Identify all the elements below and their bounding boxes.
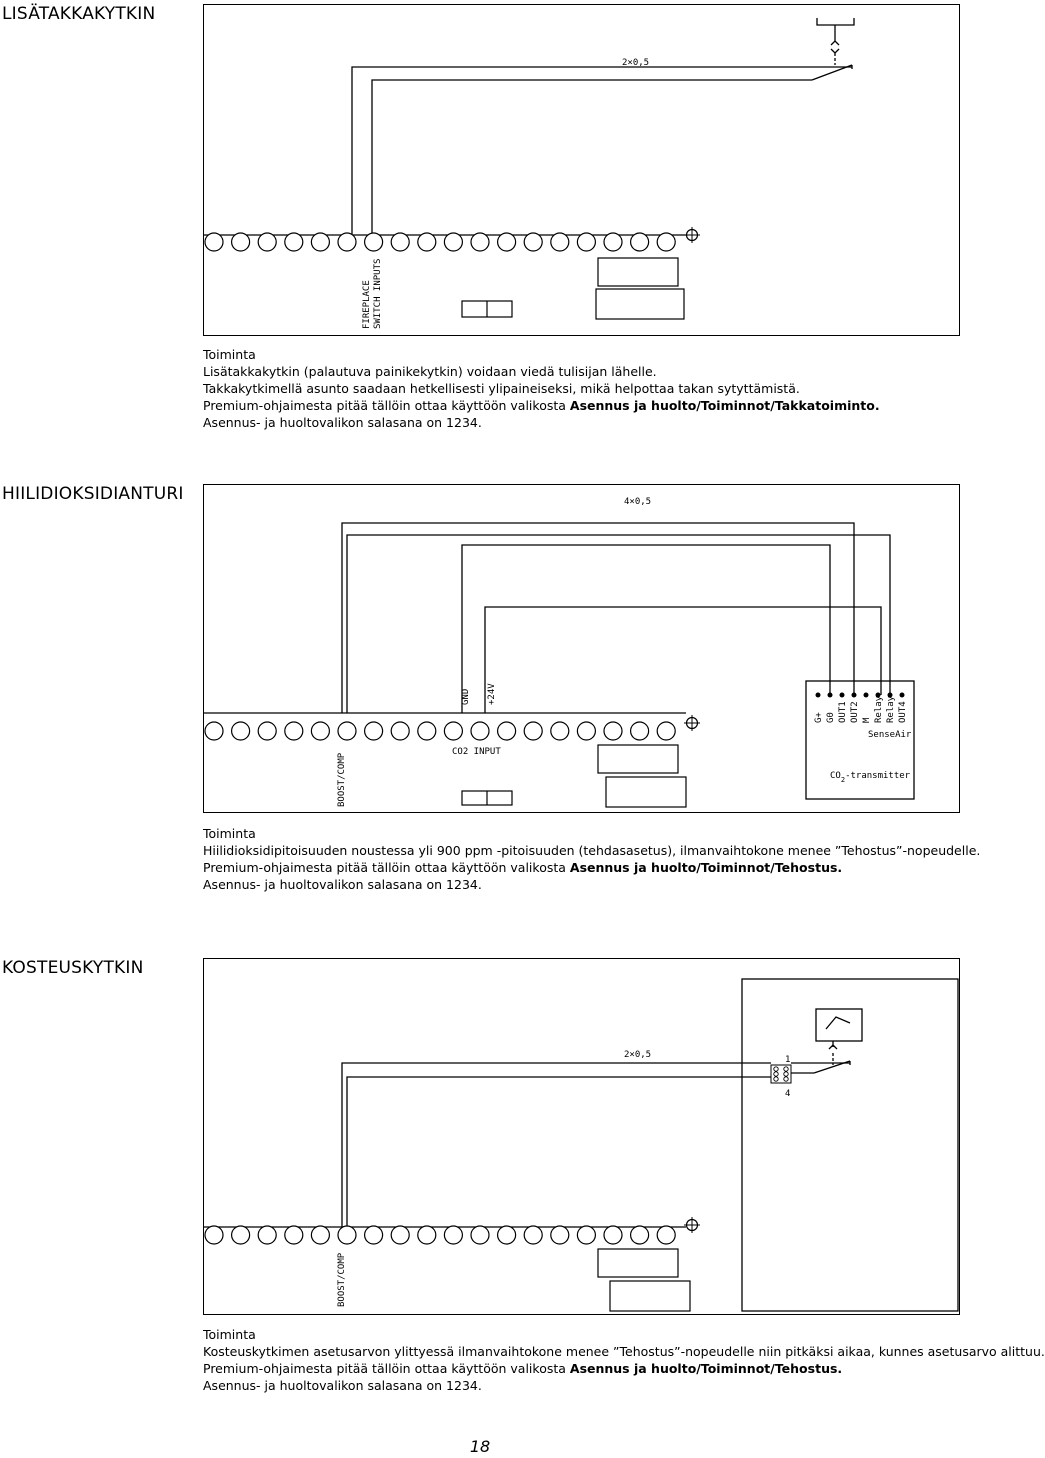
sensor-terminal-pin	[852, 693, 857, 698]
description-line: Asennus- ja huoltovalikon salasana on 1234.	[203, 1378, 482, 1393]
terminal-screw	[498, 1226, 516, 1244]
terminal-screw	[205, 1226, 223, 1244]
connector-pin	[774, 1067, 778, 1071]
sensor-terminal-label: OUT4	[898, 701, 908, 723]
boost-comp-label: BOOST/COMP	[337, 752, 347, 807]
connector-pin	[784, 1067, 788, 1071]
description-line: Asennus- ja huoltovalikon salasana on 1234.	[203, 415, 482, 430]
terminal-screw	[604, 233, 622, 251]
terminal-screw	[285, 722, 303, 740]
terminal-screw	[471, 722, 489, 740]
terminal-screw	[444, 722, 462, 740]
terminal-screw	[551, 722, 569, 740]
description-line: Lisätakkakytkin (palautuva painikekytkin) voidaan viedä tulisijan lähelle.	[203, 364, 657, 379]
sensor-terminal-pin	[900, 693, 905, 698]
terminal-screw	[604, 722, 622, 740]
description-heading: Toiminta	[203, 347, 256, 362]
terminal-screw	[391, 233, 409, 251]
terminal-screw	[365, 1226, 383, 1244]
description-heading: Toiminta	[203, 1327, 256, 1342]
description-line: Premium-ohjaimesta pitää tällöin ottaa käyttöön valikosta Asennus ja huolto/Toiminnot/Tehostus.	[203, 860, 843, 875]
description-line: Hiilidioksidipitoisuuden noustessa yli 900 ppm -pitoisuuden (tehdasasetus), ilmanvaihtokone menee ”Tehostus”-nopeudelle.	[203, 843, 981, 858]
section-title-co2-sensor: HIILIDIOKSIDIANTURI	[2, 484, 184, 504]
terminal-screw	[232, 1226, 250, 1244]
menu-path: Asennus ja huolto/Toiminnot/Tehostus.	[569, 1361, 843, 1376]
sensor-terminal-label: G0	[826, 712, 836, 723]
terminal-screw	[657, 1226, 675, 1244]
terminal-screw	[418, 233, 436, 251]
terminal-screw	[631, 233, 649, 251]
terminal-screw	[577, 1226, 595, 1244]
description-line: Asennus- ja huoltovalikon salasana on 1234.	[203, 877, 482, 892]
co2-input-label: CO2 INPUT	[452, 747, 501, 757]
sensor-terminal-pin	[828, 693, 833, 698]
terminal-screw	[311, 722, 329, 740]
description-line: Premium-ohjaimesta pitää tällöin ottaa käyttöön valikosta Asennus ja huolto/Toiminnot/Tehostus.	[203, 1361, 843, 1376]
terminal-screw	[391, 1226, 409, 1244]
terminal-screw	[524, 722, 542, 740]
humidity-switch-description	[203, 1326, 1045, 1394]
cable-spec-label: 2×0,5	[622, 58, 650, 68]
menu-path: Asennus ja huolto/Toiminnot/Tehostus.	[569, 860, 843, 875]
terminal-screw	[391, 722, 409, 740]
fireplace-switch-description	[203, 346, 960, 431]
page-number: 18	[469, 1437, 491, 1456]
description-line: Premium-ohjaimesta pitää tällöin ottaa käyttöön valikosta Asennus ja huolto/Toiminnot/Takkatoiminto.	[203, 398, 880, 413]
terminal-screw	[418, 722, 436, 740]
boost-comp-label: BOOST/COMP	[337, 1252, 347, 1307]
terminal-screw	[418, 1226, 436, 1244]
description-heading: Toiminta	[203, 826, 256, 841]
v24-label: +24V	[487, 683, 497, 705]
section-title-fireplace-switch: LISÄTAKKAKYTKIN	[2, 4, 156, 24]
gnd-label: GND	[461, 688, 471, 705]
section-title-humidity-switch: KOSTEUSKYTKIN	[2, 958, 144, 978]
terminal-screw	[285, 233, 303, 251]
sensor-terminal-label: OUT1	[838, 701, 848, 723]
sensor-terminal-label: G+	[814, 712, 824, 723]
transmitter-label: CO	[830, 771, 841, 781]
terminal-screw	[205, 233, 223, 251]
terminal-screw	[365, 233, 383, 251]
connector-pin	[784, 1072, 788, 1076]
terminal-label-fireplace: FIREPLACE	[362, 280, 372, 329]
sensor-terminal-label: Relay	[874, 695, 884, 723]
terminal-label-switch-inputs: SWITCH INPUTS	[373, 258, 383, 329]
sensor-terminal-label: M	[862, 717, 872, 723]
terminal-screw	[285, 1226, 303, 1244]
terminal-screw	[444, 233, 462, 251]
terminal-screw	[311, 1226, 329, 1244]
terminal-screw	[232, 233, 250, 251]
description-line: Takkakytkimellä asunto saadaan hetkellisesti ylipaineiseksi, mikä helpottaa takan sytyttämistä.	[203, 381, 800, 396]
cable-spec-label: 2×0,5	[624, 1050, 652, 1060]
terminal-screw	[657, 233, 675, 251]
terminal-screw	[631, 722, 649, 740]
terminal-screw	[258, 1226, 276, 1244]
svg-text:CO2-transmitter: $CO_2$-transmitter	[830, 771, 911, 784]
sensor-terminal-pin	[864, 693, 869, 698]
terminal-screw	[444, 1226, 462, 1244]
terminal-screw	[577, 233, 595, 251]
terminal-screw	[365, 722, 383, 740]
sensor-terminal-label: OUT2	[850, 701, 860, 723]
terminal-screw	[205, 722, 223, 740]
terminal-screw	[258, 722, 276, 740]
terminal-screw	[498, 722, 516, 740]
fireplace-switch-wiring-diagram	[203, 4, 960, 336]
terminal-screw	[338, 722, 356, 740]
terminal-screw	[471, 1226, 489, 1244]
terminal-screw	[258, 233, 276, 251]
terminal-screw	[471, 233, 489, 251]
menu-path: Asennus ja huolto/Toiminnot/Takkatoiminto.	[569, 398, 880, 413]
terminal-screw	[338, 1226, 356, 1244]
terminal-screw	[311, 233, 329, 251]
sensor-brand-label: SenseAir	[868, 730, 912, 740]
pin-label-1: 1	[785, 1055, 791, 1065]
connector-pin	[784, 1077, 788, 1081]
description-line: Kosteuskytkimen asetusarvon ylittyessä ilmanvaihtokone menee ”Tehostus”-nopeudelle niin pitkäksi aikaa, kunnes asetusarvo alittuu.	[203, 1344, 1045, 1359]
connector-pin	[774, 1077, 778, 1081]
terminal-screw	[604, 1226, 622, 1244]
terminal-screw	[232, 722, 250, 740]
pin-label-4: 4	[785, 1089, 791, 1099]
connector-pin	[774, 1072, 778, 1076]
sensor-terminal-pin	[840, 693, 845, 698]
terminal-screw	[498, 233, 516, 251]
humidity-switch-wiring-diagram	[203, 958, 960, 1315]
terminal-screw	[524, 1226, 542, 1244]
terminal-screw	[524, 233, 542, 251]
sensor-terminal-pin	[816, 693, 821, 698]
terminal-screw	[577, 722, 595, 740]
terminal-screw	[551, 1226, 569, 1244]
terminal-screw	[338, 233, 356, 251]
terminal-screw	[631, 1226, 649, 1244]
co2-sensor-description	[203, 825, 981, 893]
terminal-screw	[657, 722, 675, 740]
co2-sensor-wiring-diagram	[203, 484, 960, 813]
cable-spec-label: 4×0,5	[624, 497, 652, 507]
terminal-screw	[551, 233, 569, 251]
sensor-terminal-label: Relay	[886, 695, 896, 723]
